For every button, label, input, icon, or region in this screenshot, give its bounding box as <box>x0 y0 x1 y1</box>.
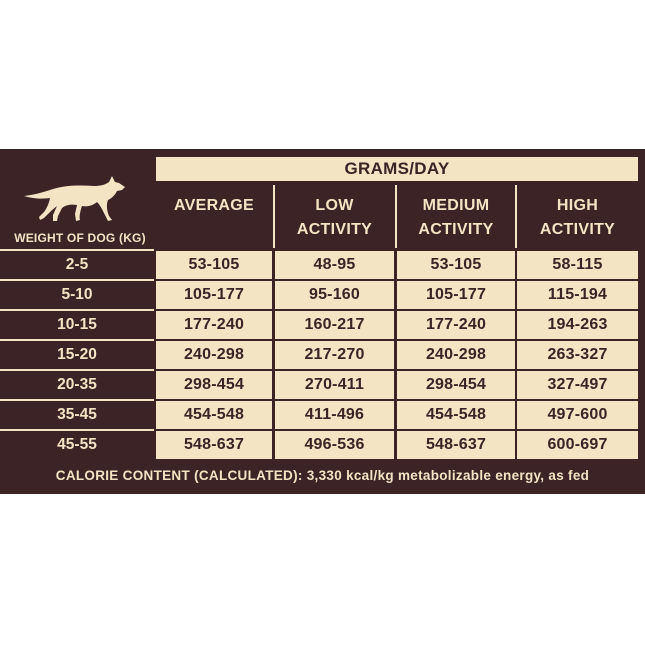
table-cell: 115-194 <box>517 281 638 309</box>
table-cell: 105-177 <box>156 281 272 309</box>
row-weight-label: 5-10 <box>61 286 93 303</box>
table-cell: 548-637 <box>156 431 272 459</box>
table-cell: 160-217 <box>275 311 394 339</box>
table-cell: 95-160 <box>275 281 394 309</box>
table-cell: 240-298 <box>156 341 272 369</box>
row-weight-label: 35-45 <box>57 406 97 423</box>
table-cell: 177-240 <box>397 311 515 339</box>
column-header-line1: MEDIUM <box>422 197 490 214</box>
column-header-low-activity <box>275 185 394 248</box>
column-header-line2: ACTIVITY <box>539 221 616 238</box>
column-header-line1: LOW <box>315 197 354 214</box>
grams-per-day-header: GRAMS/DAY <box>156 157 638 181</box>
row-weight-label: 15-20 <box>57 346 97 363</box>
table-cell: 263-327 <box>517 341 638 369</box>
row-weight-label: 45-55 <box>57 436 97 453</box>
table-cell: 600-697 <box>517 431 638 459</box>
table-cell: 454-548 <box>397 401 515 429</box>
table-cell: 454-548 <box>156 401 272 429</box>
table-cell: 298-454 <box>397 371 515 399</box>
table-cell: 105-177 <box>397 281 515 309</box>
table-cell: 548-637 <box>397 431 515 459</box>
table-cell: 217-270 <box>275 341 394 369</box>
row-weight-label: 10-15 <box>57 316 97 333</box>
table-cell: 298-454 <box>156 371 272 399</box>
weight-of-dog-label: WEIGHT OF DOG (KG) <box>14 231 146 245</box>
column-header-line1: HIGH <box>556 197 599 214</box>
table-cell: 48-95 <box>275 251 394 279</box>
row-weight-label: 2-5 <box>65 256 89 273</box>
column-header-high-activity <box>517 185 638 248</box>
dog-silhouette-icon <box>20 174 130 224</box>
column-header-line1: AVERAGE <box>173 197 255 214</box>
column-header-line2: ACTIVITY <box>296 221 373 238</box>
table-cell: 53-105 <box>397 251 515 279</box>
calorie-content-note: CALORIE CONTENT (CALCULATED): 3,330 kcal/kg metabolizable energy, as fed <box>55 468 590 483</box>
table-cell: 411-496 <box>275 401 394 429</box>
table-cell: 497-600 <box>517 401 638 429</box>
table-cell: 58-115 <box>517 251 638 279</box>
table-cell: 194-263 <box>517 311 638 339</box>
table-cell: 496-536 <box>275 431 394 459</box>
column-header-medium-activity <box>397 185 515 248</box>
column-header-line2: ACTIVITY <box>418 221 494 238</box>
table-cell: 177-240 <box>156 311 272 339</box>
table-cell: 240-298 <box>397 341 515 369</box>
row-weight-label: 20-35 <box>57 376 97 393</box>
table-cell: 53-105 <box>156 251 272 279</box>
column-header-average <box>156 185 272 248</box>
table-cell: 327-497 <box>517 371 638 399</box>
table-cell: 270-411 <box>275 371 394 399</box>
